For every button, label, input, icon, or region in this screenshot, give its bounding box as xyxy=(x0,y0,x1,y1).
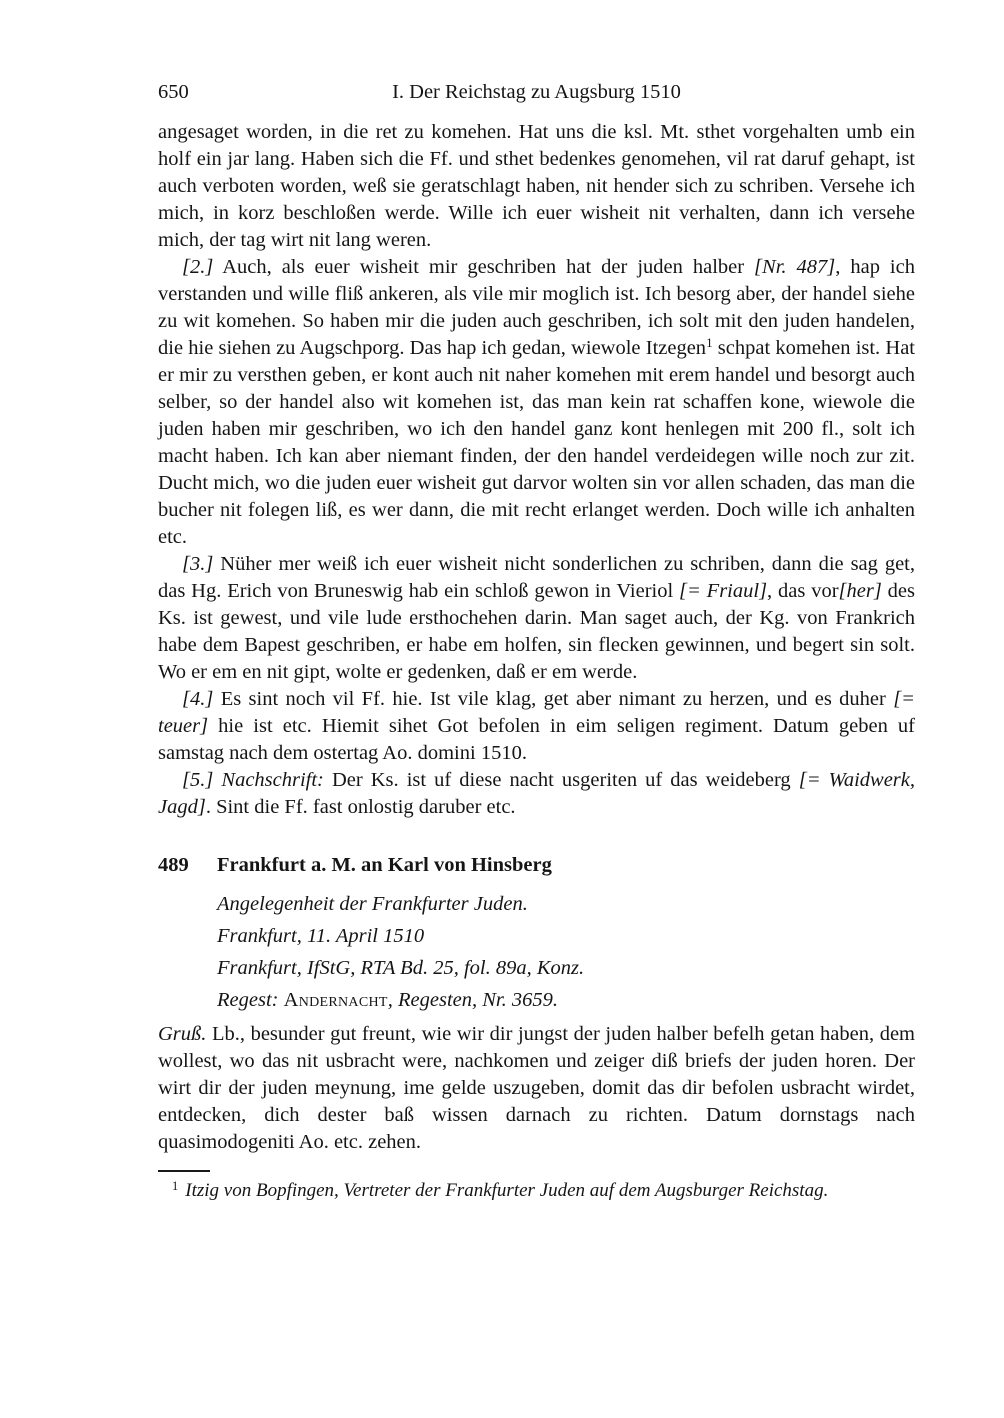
section-heading xyxy=(158,852,915,879)
meta-date: Frankfurt, 11. April 1510 xyxy=(217,925,425,947)
letter-488-text xyxy=(158,119,915,821)
section-title: Frankfurt a. M. an Karl von Hinsberg xyxy=(217,854,552,876)
footnote-1 xyxy=(158,1178,915,1204)
footnote-area xyxy=(158,1170,915,1204)
paragraph-3: [3.] Nüher mer weiß ich euer wisheit nicht sonderlichen zu schriben, dann die sag get, das Hg. Erich von Bruneswig hab ein schloß gewon in Vieriol [= Friaul], das vor[her] des Ks. ist gewest, und vile lude ersthochehen darin. Man saget auch, der Kg. von Frankrich habe dem Bapest geschriben, er habe em holfen, sin flecken gewinnen, und begert sin solt. Wo er em en nit gipt, wolte er gedenken, daß er em werde. xyxy=(158,553,916,683)
meta-source: Frankfurt, IfStG, RTA Bd. 25, fol. 89a, Konz. xyxy=(217,957,585,979)
paragraph-5-nachschrift: [5.] Nachschrift: Der Ks. ist uf diese nacht usgeriten uf das weideberg [= Waidwerk, Jagd]. Sint die Ff. fast onlostig daruber etc. xyxy=(158,769,915,818)
section-metadata xyxy=(158,888,915,1016)
footnote-divider xyxy=(158,1170,210,1172)
footnote-marker: 1 xyxy=(172,1179,179,1193)
meta-subject: Angelegenheit der Frankfurter Juden. xyxy=(217,893,528,915)
paragraph-continuation: angesaget worden, in die ret zu komehen. Hat uns die ksl. Mt. sthet vorgehalten umb ein holf ein jar lang. Haben sich die Ff. und sthet bedenkes genomehen, vil rat daruf gehapt, ist auch verboten worden, weß sie geratschlagt haben, nit hender sich zu schriben. Versehe ich mich, in korz beschloßen werde. Wille ich euer wisheit nit verhalten, dann ich versehe mich, der tag wirt nit lang weren. xyxy=(158,121,915,251)
page-number: 650 xyxy=(158,81,189,103)
letter-489-body: Gruß. Lb., besunder gut freunt, wie wir dir jungst der juden halber befelh getan haben, dem wollest, wo das nit usbracht were, nachkomen und zeiger diß briefs der juden horen. Der wirt dir der juden meynung, ime gelde uszugeben, domit das dir befolen usbracht wirdet, entdecken, dich dester baß wissen darnach zu richten. Datum dornstags nach quasimodogeniti Ao. etc. zehen. xyxy=(158,1023,915,1153)
footnote-text: Itzig von Bopfingen, Vertreter der Frankfurter Juden auf dem Augsburger Reichstag. xyxy=(185,1180,829,1201)
section-number: 489 xyxy=(158,854,189,876)
text-column xyxy=(158,79,915,1204)
running-head: I. Der Reichstag zu Augsburg 1510 xyxy=(392,81,681,103)
section-489 xyxy=(158,852,915,1156)
meta-regest: Regest: Andernacht, Regesten, Nr. 3659. xyxy=(217,989,558,1011)
paragraph-2: [2.] Auch, als euer wisheit mir geschriben hat der juden halber [Nr. 487], hap ich verstanden und wille fliß ankeren, als vile mir moglich ist. Ich besorg aber, der handel siehe zu wit komehen. So haben mir die juden auch geschriben, ich solt mit den juden handelen, die hie siehen zu Augschporg. Das hap ich gedan, wiewole Itzegen$^1$ schpat komehen ist. Hat er mir zu versthen geben, er kont auch nit naher komehen mit erem handel und besorgt auch selber, so der handel also wit komehen ist, das man kein rat schaffen kone, wiewole die juden haben mir geschriben, wo ich den handel ganz kont henlegen mit 200 fl., solt ich macht haben. Ich kan aber niemant finden, der den handel verdeidegen wille noch zur zit. Ducht mich, wo die juden euer wisheit gut darvor wolten sin vor allen schaden, das man die bucher nit folegen liß, es wer dann, die mit recht erlanget werden. Doch wille ich anhalten etc. xyxy=(158,256,915,548)
paragraph-4: [4.] Es sint noch vil Ff. hie. Ist vile klag, get aber nimant zu herzen, und es duher [= teuer] hie ist etc. Hiemit sihet Got befolen in eim seligen regiment. Datum geben uf samstag nach dem ostertag Ao. domini 1510. xyxy=(158,688,915,764)
page-header xyxy=(158,79,915,106)
